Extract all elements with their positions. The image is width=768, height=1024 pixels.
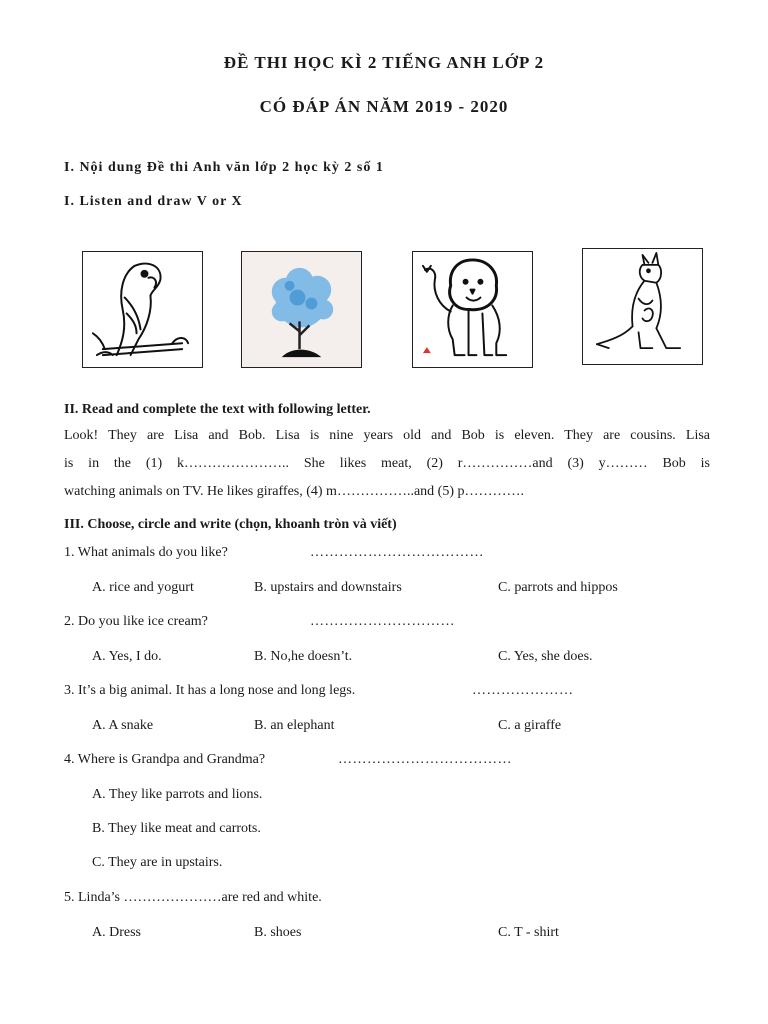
- q1-option-a: A. rice and yogurt: [92, 580, 194, 595]
- part2-heading: II. Read and complete the text with following letter.: [64, 402, 371, 417]
- q5-option-a: A. Dress: [92, 925, 141, 940]
- part1-heading: I. Listen and draw V or X: [64, 194, 243, 209]
- q3-option-c: C. a giraffe: [498, 718, 562, 733]
- reading-line-1: Look! They are Lisa and Bob. Lisa is nine years old and Bob is eleven. They are cousins. Lisa: [64, 428, 710, 443]
- q1-option-c: C. parrots and hippos: [498, 580, 618, 595]
- q1-option-b: B. upstairs and downstairs: [254, 580, 402, 595]
- answer-blank-1: ………………………………: [310, 545, 484, 560]
- q4-option-c: C. They are in upstairs.: [92, 855, 223, 870]
- q2-option-a: A. Yes, I do.: [92, 649, 162, 664]
- lion-icon: [413, 252, 532, 367]
- kangaroo-icon: [583, 249, 702, 364]
- answer-blank-3: …………………: [472, 683, 574, 698]
- reading-line-2: is in the (1) k………………….. She likes meat, (2) r……………and (3) y……… Bob is: [64, 456, 710, 471]
- parrot-icon: [83, 252, 202, 367]
- kangaroo-picture: [582, 248, 703, 365]
- answer-blank-4: ………………………………: [338, 752, 512, 767]
- question-3: 3. It’s a big animal. It has a long nose and long legs.: [64, 683, 356, 698]
- question-1: 1. What animals do you like?: [64, 545, 228, 560]
- q5-option-b: B. shoes: [254, 925, 302, 940]
- section-content-heading: I. Nội dung Đề thi Anh văn lớp 2 học kỳ 2 số 1: [64, 160, 384, 175]
- question-2: 2. Do you like ice cream?: [64, 614, 208, 629]
- parrot-picture: [82, 251, 203, 368]
- q2-option-c: C. Yes, she does.: [498, 649, 593, 664]
- reading-line-3: watching animals on TV. He likes giraffes, (4) m……………..and (5) p………….: [64, 484, 524, 499]
- lion-picture: [412, 251, 533, 368]
- title-line-2: CÓ ĐÁP ÁN NĂM 2019 - 2020: [259, 97, 509, 116]
- q4-option-a: A. They like parrots and lions.: [92, 787, 263, 802]
- question-5: 5. Linda’s …………………are red and white.: [64, 890, 322, 905]
- q3-option-a: A. A snake: [92, 718, 154, 733]
- title-line-1: ĐỀ THI HỌC KÌ 2 TIẾNG ANH LỚP 2: [223, 53, 545, 72]
- part3-heading: III. Choose, circle and write (chọn, khoanh tròn và viết): [64, 517, 397, 532]
- q3-option-b: B. an elephant: [254, 718, 335, 733]
- tree-icon: [242, 252, 361, 367]
- tree-picture: [241, 251, 362, 368]
- q5-option-c: C. T - shirt: [498, 925, 559, 940]
- q4-option-b: B. They like meat and carrots.: [92, 821, 261, 836]
- answer-blank-2: …………………………: [310, 614, 455, 629]
- q2-option-b: B. No,he doesn’t.: [254, 649, 353, 664]
- question-4: 4. Where is Grandpa and Grandma?: [64, 752, 266, 767]
